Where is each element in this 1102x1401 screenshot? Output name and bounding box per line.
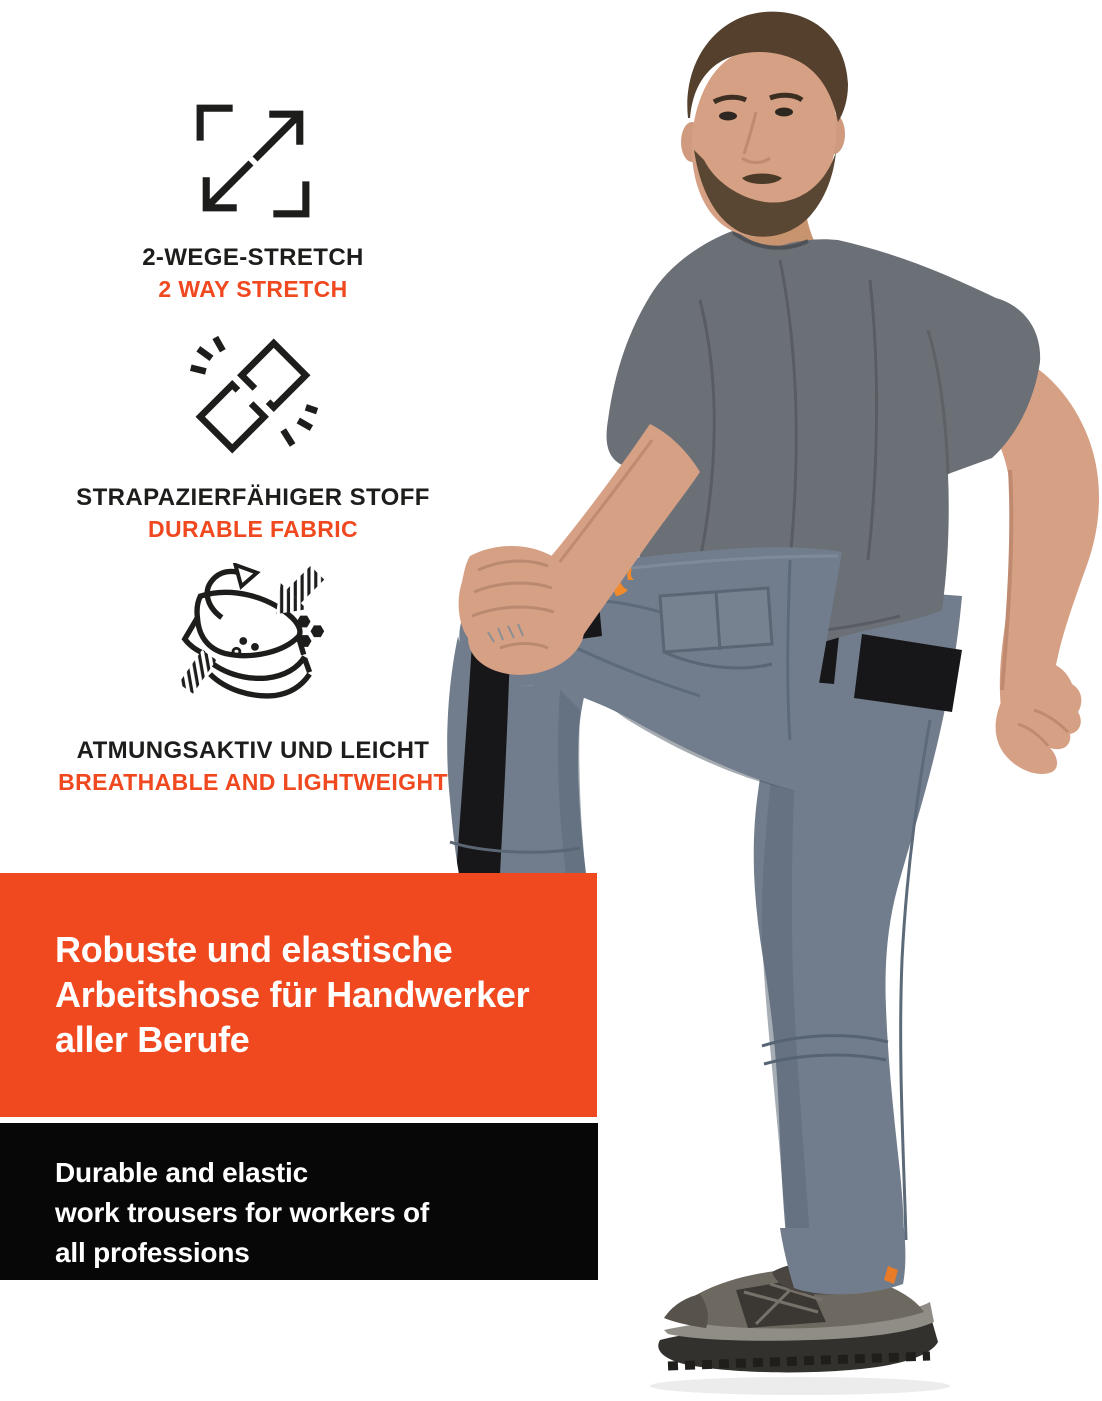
durable-fabric-broken-chain-icon: [187, 330, 319, 462]
headline-en-line: work trousers for workers of: [55, 1197, 430, 1228]
headline-de-line: Robuste und elastische: [55, 929, 453, 970]
headline-en-box: [0, 1123, 598, 1280]
headline-de-line: aller Berufe: [55, 1019, 250, 1060]
headline-de-line: Arbeitshose für Handwerker: [55, 974, 530, 1015]
two-way-stretch-icon: [192, 100, 314, 222]
feature-label-de: ATMUNGSAKTIV UND LEICHT: [76, 737, 430, 764]
feature-two-way-stretch: [0, 100, 506, 303]
headline-en-line: Durable and elastic: [55, 1157, 308, 1188]
model-head: [681, 12, 848, 237]
feature-label-en: 2 WAY STRETCH: [158, 276, 348, 302]
feature-label-en: DURABLE FABRIC: [147, 516, 359, 542]
trouser-cuff: [780, 1228, 905, 1294]
breathable-layers-icon: [175, 563, 331, 719]
feature-durable-fabric: [0, 330, 506, 543]
headline-en-line: all professions: [55, 1237, 250, 1268]
headline-de-box: [0, 873, 597, 1117]
work-sneaker: [650, 1228, 950, 1395]
feature-breathable: [0, 563, 506, 796]
feature-label-en: BREATHABLE AND LIGHTWEIGHT: [58, 769, 448, 795]
feature-label-de: STRAPAZIERFÄHIGER STOFF: [76, 484, 430, 511]
feature-label-de: 2-WEGE-STRETCH: [142, 244, 364, 271]
